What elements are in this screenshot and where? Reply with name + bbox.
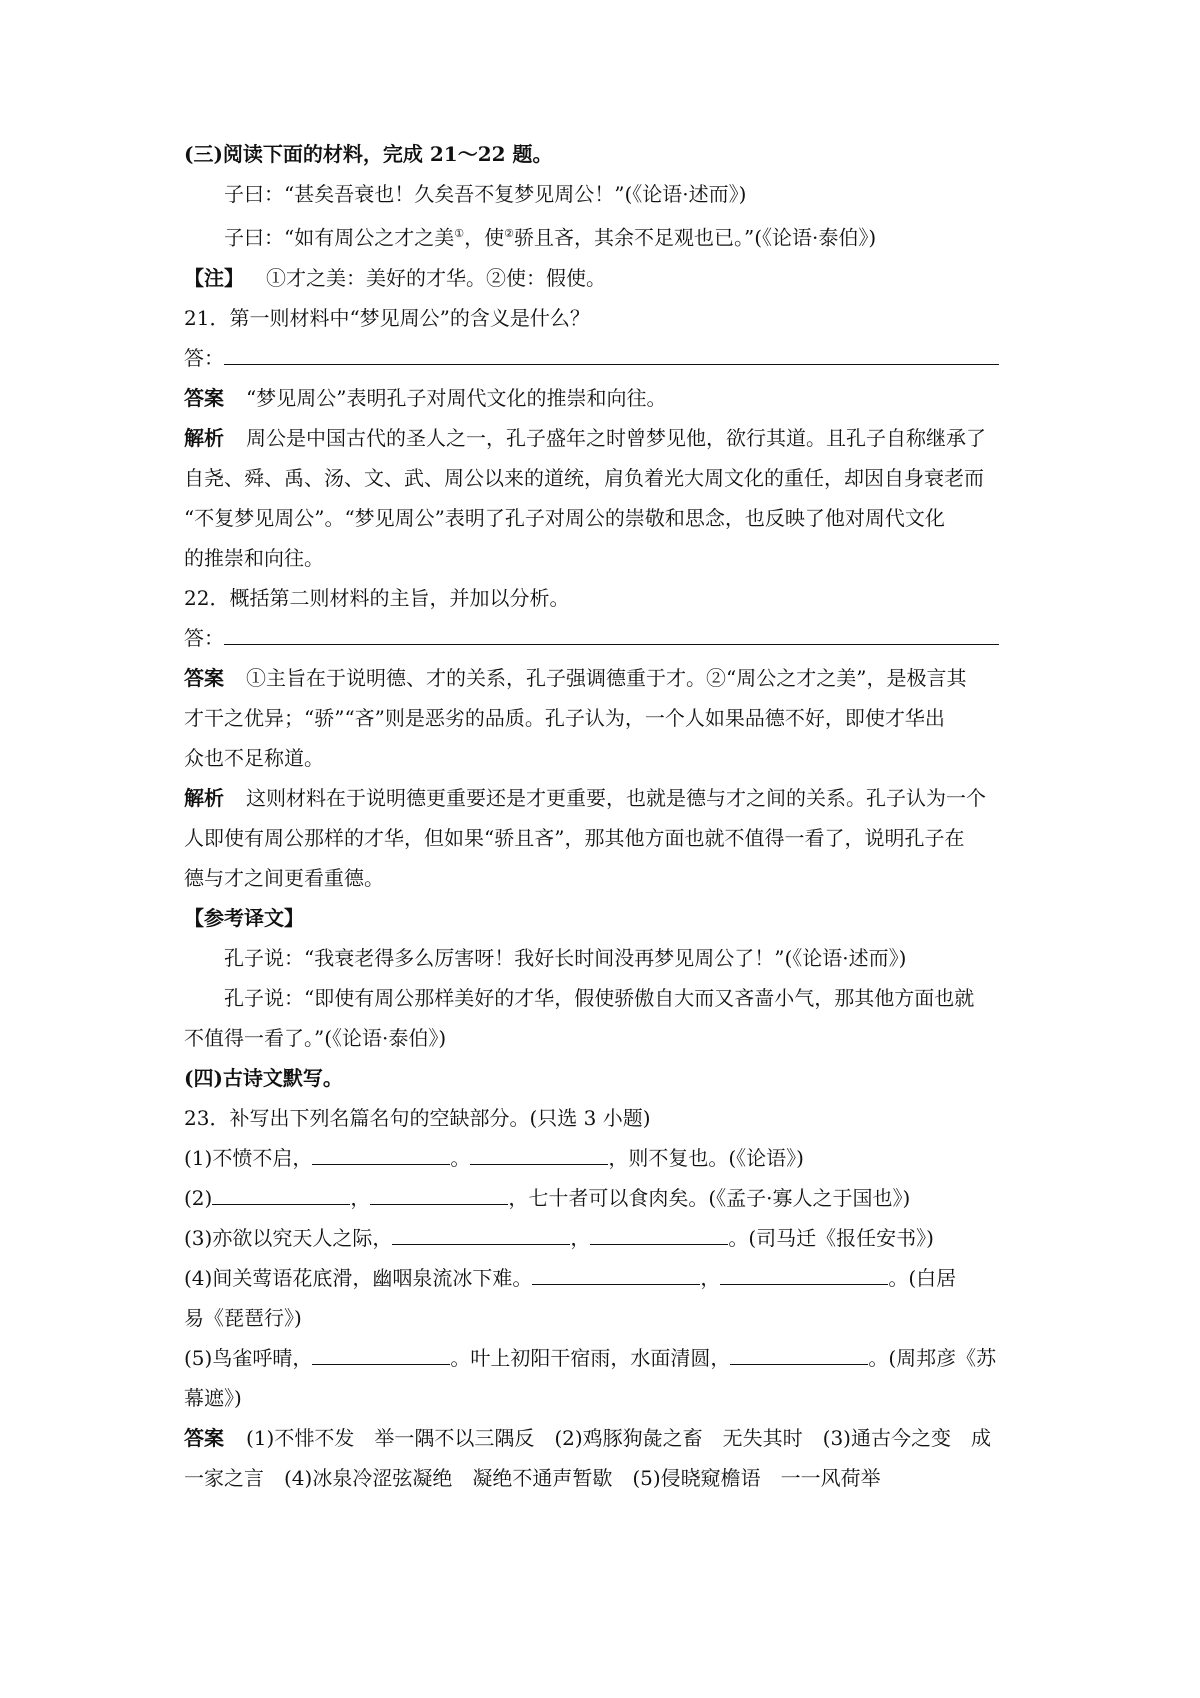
fill-blank[interactable] <box>720 1262 888 1285</box>
section-4-heading: (四)古诗文默写。 <box>184 1065 343 1090</box>
fill-blank[interactable] <box>392 1222 570 1245</box>
answer-text: (1)不悱不发 举一隅不以三隅反 (2)鸡豚狗彘之畜 无失其时 (3)通古今之变 成 <box>246 1425 991 1450</box>
answer-23-line-2: 一家之言 (4)冰泉冷涩弦凝绝 凝绝不通声暂歇 (5)侵晓窥檐语 一一风荷举 <box>184 1465 881 1490</box>
answer-text: ①主旨在于说明德、才的关系，孔子强调德重于才。②“周公之才之美”，是极言其 <box>246 665 967 690</box>
answer-22-line-2: 才干之优异；“骄”“吝”则是恶劣的品质。孔子认为，一个人如果品德不好，即使才华出 <box>184 705 945 730</box>
fill-item-4-cont: 易《琵琶行》) <box>184 1305 302 1330</box>
fill-blank[interactable] <box>312 1342 450 1365</box>
fill-text: 。(白居 <box>888 1265 957 1290</box>
answer-21 <box>184 378 1034 418</box>
translation-line-1: 孔子说：“我衰老得多么厉害呀！我好长时间没再梦见周公了！”(《论语·述而》) <box>224 945 907 970</box>
answer-text: “梦见周公”表明孔子对周代文化的推崇和向往。 <box>246 385 667 410</box>
fill-text: ， <box>700 1265 721 1290</box>
fill-item-3 <box>184 1218 1034 1258</box>
answer-prompt: 答： <box>184 345 224 370</box>
fill-item-5-cont: 幕遮》) <box>184 1385 242 1410</box>
fill-text: (4)间关莺语花底滑，幽咽泉流冰下难。 <box>184 1265 533 1290</box>
footnote-marker-1: ① <box>454 227 465 240</box>
fill-blank[interactable] <box>312 1142 450 1165</box>
footnote-marker-2: ② <box>504 227 514 240</box>
section-3-heading: (三)阅读下面的材料，完成 21～22 题。 <box>184 142 553 166</box>
analysis-text: 周公是中国古代的圣人之一，孔子盛年之时曾梦见他，欲行其道。且孔子自称继承了 <box>246 425 986 450</box>
question-22: 22．概括第二则材料的主旨，并加以分析。 <box>184 585 570 610</box>
answer-field-21[interactable] <box>184 338 1034 378</box>
quote-2 <box>184 214 1034 258</box>
fill-blank[interactable] <box>590 1222 728 1245</box>
analysis-21-line-4: 的推崇和向往。 <box>184 545 324 570</box>
fill-item-2 <box>184 1178 1034 1218</box>
fill-text: (3)亦欲以究天人之际， <box>184 1225 393 1250</box>
answer-23-line-1 <box>184 1418 1034 1458</box>
answer-label: 答案 <box>184 665 224 690</box>
document-page <box>184 134 1034 1498</box>
answer-blank-22[interactable] <box>224 622 999 645</box>
quote-2-part-c: 骄且吝，其余不足观也已。”(《论语·泰伯》) <box>513 225 877 250</box>
answer-label: 答案 <box>184 385 224 410</box>
fill-text: (1)不愤不启， <box>184 1145 313 1170</box>
fill-item-4 <box>184 1258 1034 1298</box>
fill-text: 。(司马迁《报任安书》) <box>728 1225 934 1250</box>
fill-text: (5)鸟雀呼晴， <box>184 1345 313 1370</box>
fill-text: ， <box>570 1225 591 1250</box>
quote-2-part-b: ，使 <box>464 225 505 250</box>
note-label: 【注】 <box>184 265 244 290</box>
answer-field-22[interactable] <box>184 618 1034 658</box>
answer-label: 答案 <box>184 1425 224 1450</box>
fill-item-5 <box>184 1338 1034 1378</box>
quote-1: 子曰：“甚矣吾衰也！久矣吾不复梦见周公！”(《论语·述而》) <box>224 182 747 206</box>
fill-blank[interactable] <box>532 1262 700 1285</box>
answer-22-line-3: 众也不足称道。 <box>184 745 324 770</box>
analysis-22-line-1 <box>184 778 1034 818</box>
analysis-21-line-2: 自尧、舜、禹、汤、文、武、周公以来的道统，肩负着光大周文化的重任，却因自身衰老而 <box>184 465 984 490</box>
note-text: ①才之美：美好的才华。②使：假使。 <box>266 265 606 290</box>
fill-blank[interactable] <box>212 1182 350 1205</box>
analysis-text: 这则材料在于说明德更重要还是才更重要，也就是德与才之间的关系。孔子认为一个 <box>246 785 986 810</box>
translation-line-3: 不值得一看了。”(《论语·泰伯》) <box>184 1025 447 1050</box>
fill-text: 。 <box>450 1145 471 1170</box>
note <box>184 258 1034 298</box>
question-21: 21．第一则材料中“梦见周公”的含义是什么？ <box>184 305 590 330</box>
fill-text: ，七十者可以食肉矣。(《孟子·寡人之于国也》) <box>508 1185 911 1210</box>
fill-text: 。叶上初阳干宿雨，水面清圆， <box>450 1345 731 1370</box>
quote-2-part-a: 子曰：“如有周公之才之美 <box>224 225 455 250</box>
analysis-22-line-3: 德与才之间更看重德。 <box>184 865 384 890</box>
question-23: 23．补写出下列名篇名句的空缺部分。(只选 3 小题) <box>184 1105 651 1130</box>
fill-blank[interactable] <box>730 1342 868 1365</box>
translation-heading: 【参考译文】 <box>184 905 304 930</box>
translation-line-2: 孔子说：“即使有周公那样美好的才华，假使骄傲自大而又吝啬小气，那其他方面也就 <box>224 985 975 1010</box>
analysis-21-line-3: “不复梦见周公”。“梦见周公”表明了孔子对周公的崇敬和思念，也反映了他对周代文化 <box>184 505 945 530</box>
answer-prompt: 答： <box>184 625 224 650</box>
fill-text: 。(周邦彦《苏 <box>868 1345 997 1370</box>
fill-item-1 <box>184 1138 1034 1178</box>
analysis-21-line-1 <box>184 418 1034 458</box>
analysis-label: 解析 <box>184 785 224 810</box>
fill-blank[interactable] <box>370 1182 508 1205</box>
fill-text: ， <box>350 1185 371 1210</box>
analysis-label: 解析 <box>184 425 224 450</box>
fill-text: (2) <box>184 1185 213 1210</box>
answer-22-line-1 <box>184 658 1034 698</box>
analysis-22-line-2: 人即使有周公那样的才华，但如果“骄且吝”，那其他方面也就不值得一看了，说明孔子在 <box>184 825 965 850</box>
fill-blank[interactable] <box>470 1142 608 1165</box>
answer-blank-21[interactable] <box>224 342 999 365</box>
fill-text: ，则不复也。(《论语》) <box>608 1145 804 1170</box>
